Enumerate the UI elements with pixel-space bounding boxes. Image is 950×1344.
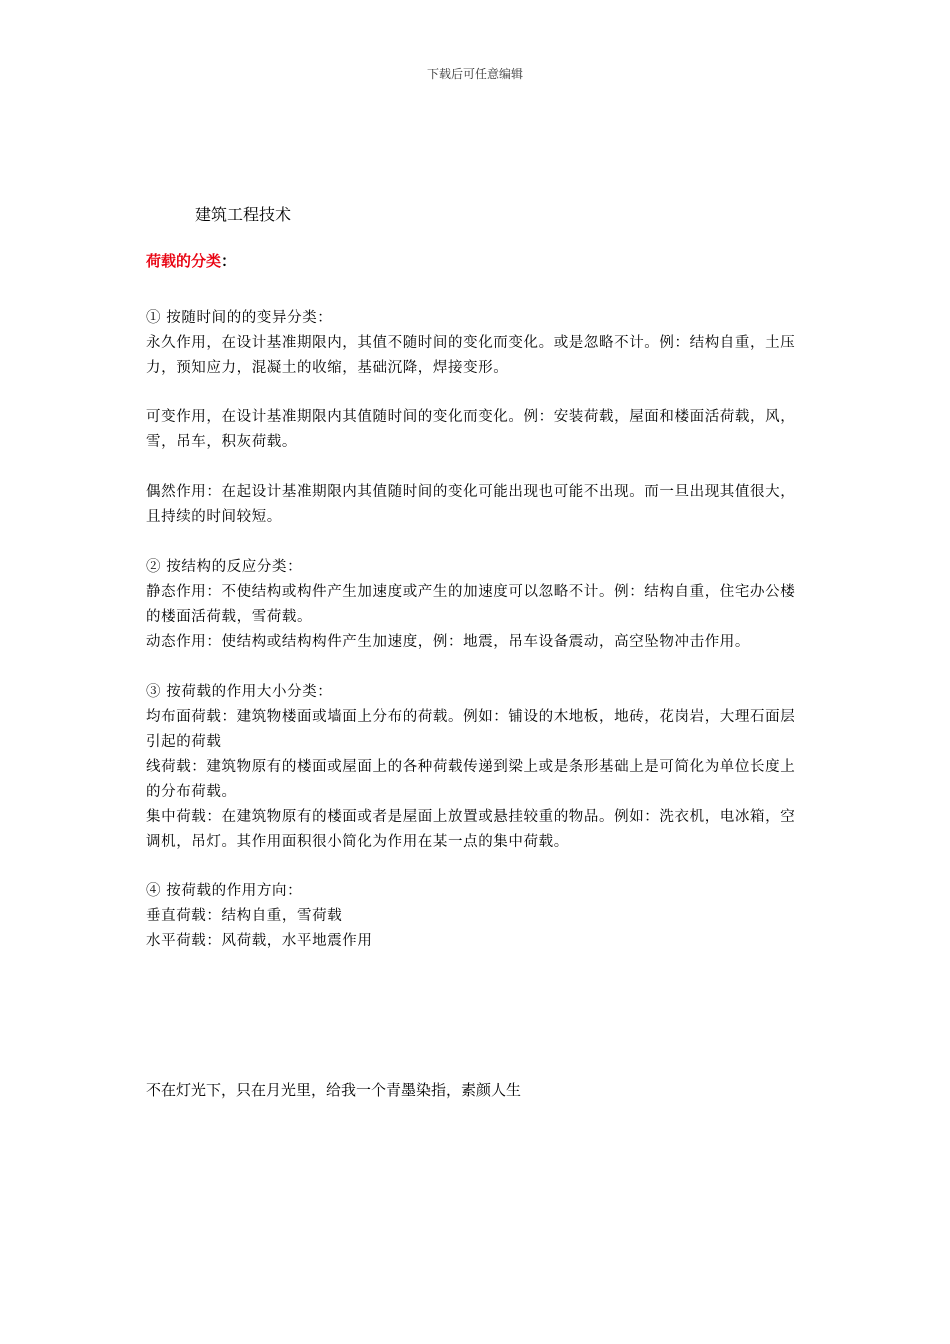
document-title: 建筑工程技术 bbox=[195, 205, 292, 224]
paragraph-block bbox=[146, 480, 810, 530]
heading-colon: ： bbox=[221, 252, 237, 270]
paragraph-static-action: 静态作用：不使结构或构件产生加速度或产生的加速度可以忽略不计。例：结构自重，住宅办公楼的楼面活荷载，雪荷载。 bbox=[146, 584, 796, 625]
section-title: ③ 按荷载的作用大小分类： bbox=[146, 684, 333, 700]
paragraph-concentrated-load: 集中荷载：在建筑物原有的楼面或者是屋面上放置或悬挂较重的物品。例如：洗衣机，电冰箱，空调机，吊灯。其作用面积很小简化为作用在某一点的集中荷载。 bbox=[146, 809, 796, 850]
page-header: 下载后可任意编辑 bbox=[426, 67, 523, 81]
section-title: ② 按结构的反应分类： bbox=[146, 559, 303, 575]
paragraph-variable-action: 可变作用，在设计基准期限内其值随时间的变化而变化。例：安装荷载，屋面和楼面活荷载，风，雪，吊车，积灰荷载。 bbox=[146, 409, 796, 450]
section-heading bbox=[146, 249, 236, 273]
closing-line: 不在灯光下，只在月光里，给我一个青墨染指，素颜人生 bbox=[146, 1081, 522, 1099]
paragraph-uniform-load: 均布面荷载：建筑物楼面或墙面上分布的荷载。例如：铺设的木地板，地砖，花岗岩，大理石面层引起的荷载 bbox=[146, 709, 796, 750]
paragraph-horizontal-load: 水平荷载：风荷载，水平地震作用 bbox=[146, 933, 373, 949]
paragraph-line-load: 线荷载：建筑物原有的楼面或屋面上的各种荷载传递到梁上或是条形基础上是可简化为单位长度上的分布荷载。 bbox=[146, 759, 796, 800]
section-load-direction bbox=[146, 879, 810, 954]
paragraph-vertical-load: 垂直荷载：结构自重，雪荷载 bbox=[146, 908, 343, 924]
paragraph-block bbox=[146, 405, 810, 455]
paragraph-permanent-action: 永久作用，在设计基准期限内，其值不随时间的变化而变化。或是忽略不计。例：结构自重，土压力，预知应力，混凝土的收缩，基础沉降，焊接变形。 bbox=[146, 335, 796, 376]
section-title: ④ 按荷载的作用方向： bbox=[146, 883, 303, 899]
section-structural-response bbox=[146, 555, 810, 655]
paragraph-dynamic-action: 动态作用：使结构或结构构件产生加速度，例：地震，吊车设备震动，高空坠物冲击作用。 bbox=[146, 634, 750, 650]
heading-text: 荷载的分类 bbox=[146, 252, 222, 270]
paragraph-accidental-action: 偶然作用：在起设计基准期限内其值随时间的变化可能出现也可能不出现。而一旦出现其值很大，且持续的时间较短。 bbox=[146, 484, 796, 525]
section-time-variation bbox=[146, 306, 810, 381]
section-load-magnitude bbox=[146, 680, 810, 855]
section-title: ① 按随时间的的变异分类： bbox=[146, 310, 333, 326]
